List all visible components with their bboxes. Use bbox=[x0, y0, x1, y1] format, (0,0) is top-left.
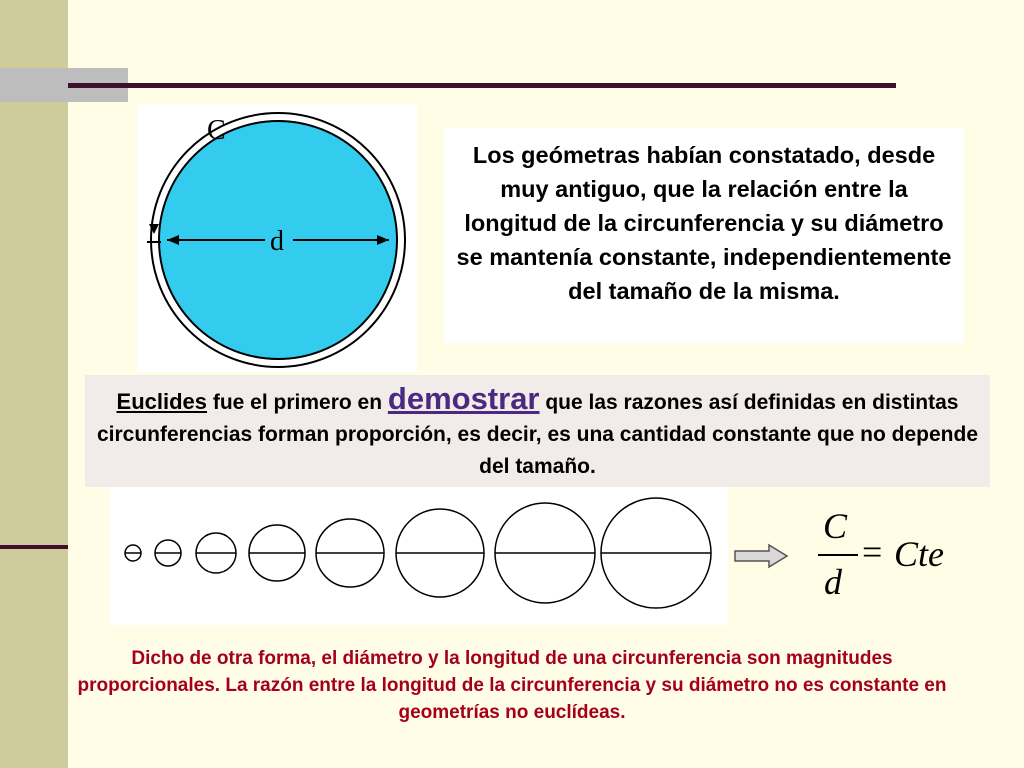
circles-sequence bbox=[110, 487, 728, 625]
paragraph-ratio-constant: Los geómetras habían constatado, desde muy antiguo, que la relación entre la longitud de la circunferencia y su diámetro se mantenía constante, independientemente del tamaño de la misma. bbox=[444, 128, 964, 343]
formula-denominator: d bbox=[824, 562, 842, 602]
formula-fraction-bar bbox=[818, 554, 858, 556]
circle-diagram-svg bbox=[137, 104, 417, 372]
formula-numerator: C bbox=[823, 506, 848, 546]
ratio-formula bbox=[810, 505, 970, 610]
left-sidebar-bar bbox=[0, 0, 68, 768]
euclides-link[interactable]: Euclides bbox=[116, 389, 207, 414]
title-rule bbox=[68, 83, 896, 88]
demostrar-link[interactable]: demostrar bbox=[387, 381, 540, 416]
right-arrow-icon bbox=[733, 543, 789, 569]
euclides-text-b: que las razones así definidas en distintas circunferencias forman proporción, es decir, es una cantidad constante que no depende del tamaño. bbox=[96, 391, 979, 478]
circumference-label: C bbox=[207, 115, 226, 146]
formula-constant: Cte bbox=[894, 534, 944, 574]
formula-equals: = bbox=[862, 532, 883, 572]
circle-diagram bbox=[137, 104, 417, 372]
sidebar-divider bbox=[0, 545, 68, 549]
diameter-label: d bbox=[270, 226, 284, 257]
circles-sequence-svg bbox=[110, 487, 728, 625]
bottom-note: Dicho de otra forma, el diámetro y la longitud de una circunferencia son magnitudes proporcionales. La razón entre la longitud de la circunferencia y su diámetro no es constante en geometrías no euclídeas. bbox=[77, 648, 947, 723]
euclides-text-a: fue el primero en bbox=[207, 391, 388, 414]
paragraph-euclides bbox=[85, 375, 990, 487]
